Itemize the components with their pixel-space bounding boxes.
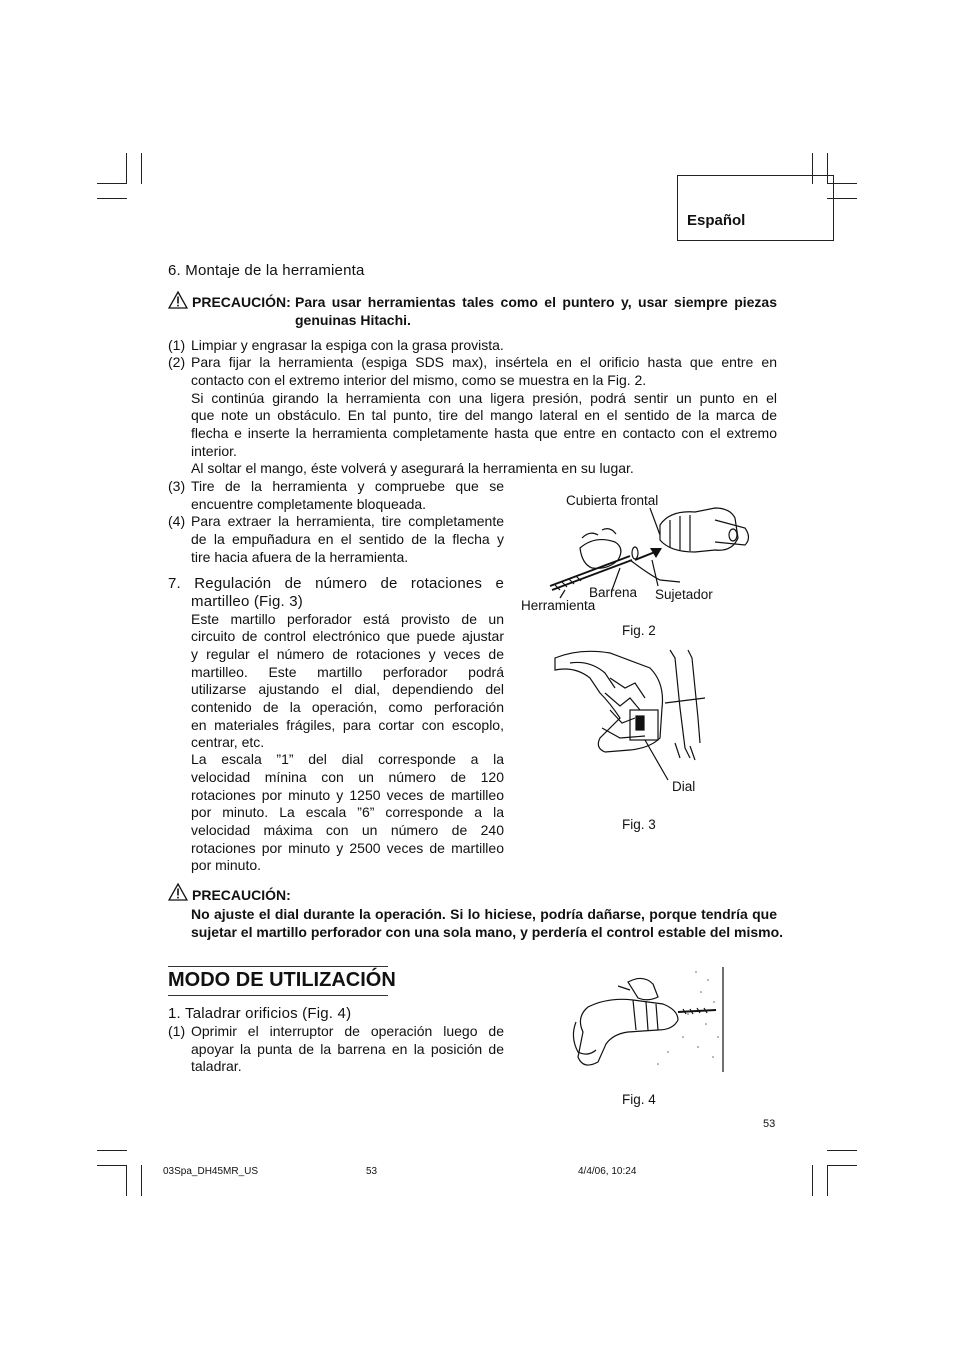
- language-label: Español: [687, 212, 746, 229]
- label-bit: Barrena: [589, 585, 638, 600]
- body-line: rotaciones por minuto y 2500 veces de martilleo: [191, 840, 504, 856]
- body-line: por minuto.: [191, 857, 262, 873]
- body-line: por minuto. La escala ”6” corresponde a la: [191, 804, 504, 820]
- section-heading: MODO DE UTILIZACIÓN: [168, 969, 396, 991]
- list-item-text: de la empuñadura en el sentido de la flecha y: [191, 531, 504, 547]
- label-tool: Herramienta: [521, 598, 596, 613]
- footer-page: 53: [366, 1166, 378, 1177]
- subsection-title: 1. Taladrar orificios (Fig. 4): [168, 1005, 352, 1022]
- page-number: 53: [763, 1118, 776, 1130]
- body-line: martilleo. Este martillo perforador podrá: [191, 664, 504, 680]
- body-line: contenido de la operación, como perforación: [191, 699, 504, 715]
- label-dial: Dial: [672, 779, 696, 794]
- list-item-text: apoyar la punta de la barrena en la posición de: [191, 1041, 504, 1057]
- list-item-text: flecha e inserte la herramienta completamente hasta que entre en contacto con el extremo: [191, 425, 777, 441]
- list-item-text: Tire de la herramienta y compruebe que se: [191, 478, 504, 494]
- body-line: rotaciones por minuto y 1250 veces de martilleo: [191, 787, 504, 803]
- list-item-text: Para extraer la herramienta, tire completamente: [191, 513, 504, 529]
- list-item-text: taladrar.: [191, 1058, 242, 1074]
- list-item-text: contacto con el extremo interior del mismo, como se muestra en la Fig. 2.: [191, 372, 647, 388]
- body-line: circuito de control electrónico que puede ajustar: [191, 628, 504, 644]
- figure-caption: Fig. 3: [622, 817, 656, 832]
- drill-dial-illustration: [550, 648, 710, 783]
- heading-rule-bottom: [168, 995, 388, 996]
- drilling-illustration: [568, 962, 728, 1074]
- caution-text: No ajuste el dial durante la operación. Si lo hiciese, podría dañarse, porque tendría que: [191, 906, 777, 922]
- list-item-text: Para fijar la herramienta (espiga SDS max), insértela en el orificio hasta que entre en: [191, 354, 777, 370]
- figure-caption: Fig. 4: [622, 1092, 656, 1107]
- body-line: en materiales frágiles, para cortar con escoplo,: [191, 717, 504, 733]
- heading-rule-top: [168, 966, 388, 967]
- figure-caption: Fig. 2: [622, 623, 656, 638]
- warning-icon: [168, 291, 188, 309]
- language-box: [677, 175, 834, 241]
- warning-icon: [168, 883, 188, 901]
- list-item-text: interior.: [191, 443, 237, 459]
- list-item-text: tire hacia afuera de la herramienta.: [191, 549, 409, 565]
- caution-text-cont: sujetar el martillo perforador con una sola mano, y perdería el control estable del mismo.: [191, 924, 784, 940]
- body-line: centrar, etc.: [191, 734, 265, 750]
- caution-label: PRECAUCIÓN:: [192, 887, 291, 903]
- caution-label: PRECAUCIÓN:: [192, 294, 291, 310]
- list-item-number: (3): [168, 478, 186, 494]
- label-cover: Cubierta frontal: [566, 493, 659, 508]
- list-item-number: (4): [168, 513, 186, 529]
- body-line: velocidad máxima con un número de 240: [191, 822, 504, 838]
- footer-date: 4/4/06, 10:24: [578, 1166, 637, 1177]
- section-7-title: 7. Regulación de número de rotaciones e: [168, 575, 504, 592]
- body-line: y regular el número de rotaciones y veces de: [191, 646, 504, 662]
- list-item-text: encuentre completamente bloqueada.: [191, 496, 427, 512]
- section-6-title: 6. Montaje de la herramienta: [168, 262, 365, 279]
- list-item-text: que note un obstáculo. En tal punto, tire del mango lateral en el sentido de la marca de: [191, 407, 777, 423]
- label-holder: Sujetador: [655, 587, 713, 602]
- list-item-text: Limpiar y engrasar la espiga con la grasa provista.: [191, 337, 504, 353]
- caution-text-cont: genuinas Hitachi.: [295, 312, 411, 328]
- body-line: Este martillo perforador está provisto de un: [191, 611, 504, 627]
- list-item-text: Oprimir el interruptor de operación luego de: [191, 1023, 504, 1039]
- list-item-number: (2): [168, 354, 186, 370]
- list-item-text: Si continúa girando la herramienta con una ligera presión, podrá sentir un punto en el: [191, 390, 777, 406]
- body-line: La escala ”1” del dial corresponde a la: [191, 751, 504, 767]
- list-item-text: Al soltar el mango, éste volverá y asegurará la herramienta en su lugar.: [191, 460, 634, 476]
- caution-text: Para usar herramientas tales como el puntero y, usar siempre piezas: [295, 294, 777, 310]
- section-7-title-cont: martilleo (Fig. 3): [191, 593, 303, 610]
- list-item-number: (1): [168, 337, 186, 353]
- list-item-number: (1): [168, 1023, 186, 1039]
- body-line: velocidad mínina con un número de 120: [191, 769, 504, 785]
- footer-file: 03Spa_DH45MR_US: [163, 1166, 259, 1177]
- body-line: utilizarse ajustando el dial, dependiendo del: [191, 681, 504, 697]
